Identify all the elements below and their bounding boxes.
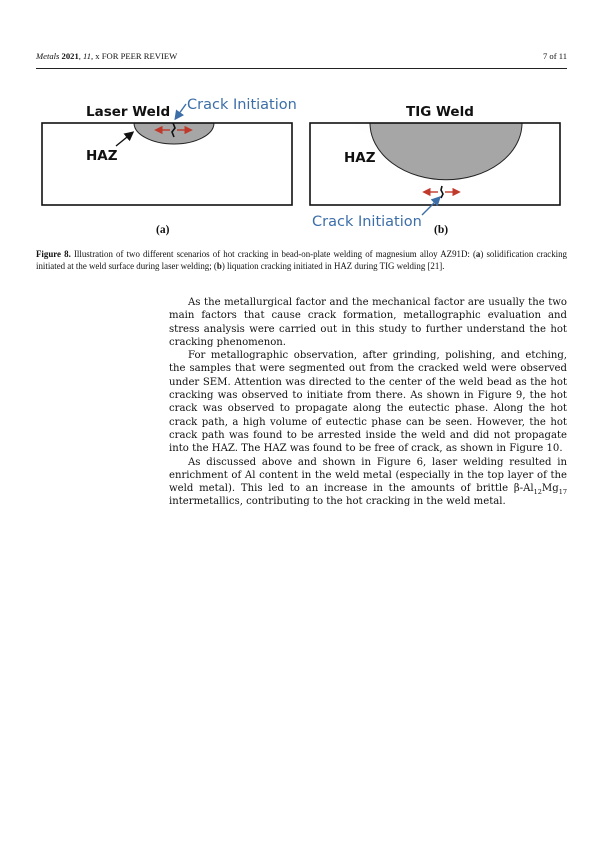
figure-caption <box>36 248 567 272</box>
paragraph-3-post: intermetallics, contributing to the hot cracking in the weld metal. <box>169 496 506 508</box>
journal-volume: 11 <box>83 51 91 61</box>
header-rule <box>36 68 567 69</box>
journal-year: 2021 <box>61 51 79 61</box>
caption-ref-b: b <box>216 261 222 271</box>
caption-ref-a: a <box>475 249 481 259</box>
paragraph-3-pre: As discussed above and shown in Figure 6, laser welding resulted in enrichment of Al content in the weld metal (especially in the top layer of the weld metal). This led to an increase in the amounts of brittle β-Al <box>169 456 567 495</box>
subscript-17: 17 <box>558 488 567 497</box>
body-text <box>169 296 567 509</box>
panel-a-crack-pointer <box>176 104 186 118</box>
panel-b-crack-label: Crack Initiation <box>312 214 422 230</box>
caption-label: Figure 8. <box>36 249 71 259</box>
panel-a-sublabel: (a) <box>156 224 170 236</box>
paragraph-3 <box>169 456 567 509</box>
subscript-12: 12 <box>533 488 542 497</box>
panel-b-haz-label: HAZ <box>344 150 376 166</box>
panel-a-diagram <box>42 95 297 236</box>
paragraph-2: For metallographic observation, after grinding, polishing, and etching, the samples that were segmented out from the cracked weld were observed under SEM. Attention was directed to the center of the weld bead as the hot cracking was observed to initiate from there. As shown in Figure 9, the hot crack was observed to propagate along the eutectic phase. Along the hot crack path, a high volume of eutectic phase can be seen. However, the hot crack path was found to be arrested inside the weld and did not propagate into the HAZ. The HAZ was found to be free of crack, as shown in Figure 10. <box>169 350 567 455</box>
panel-a-haz-label: HAZ <box>86 148 118 164</box>
journal-name: Metals <box>36 51 60 61</box>
caption-text-2: ) solidification cracking initiated at the weld surface during laser welding; ( <box>36 249 567 271</box>
running-header <box>36 51 567 67</box>
journal-citation: Metals 2021, 11, x FOR PEER REVIEW <box>36 51 178 61</box>
caption-text-3: ) liquation cracking initiated in HAZ during TIG welding [21]. <box>221 261 445 271</box>
panel-a-haz-pointer <box>116 133 132 146</box>
figure-8 <box>36 90 567 240</box>
paragraph-3-mg: Mg <box>541 483 559 495</box>
figure-8-illustration <box>36 90 567 240</box>
panel-a-crack-label: Crack Initiation <box>187 97 297 113</box>
caption-text-1: Illustration of two different scenarios of hot cracking in bead-on-plate welding of magnesium alloy AZ91D: ( <box>70 249 476 259</box>
header-suffix: , x FOR PEER REVIEW <box>91 51 178 61</box>
panel-a-weld-title: Laser Weld <box>86 104 171 120</box>
panel-b-diagram <box>310 90 560 236</box>
paragraph-1: As the metallurgical factor and the mechanical factor are usually the two main factors that cause crack formation, metallographic evaluation and stress analysis were carried out in this study to further understand the hot cracking phenomenon. <box>169 297 567 348</box>
panel-b-sublabel: (b) <box>434 224 449 236</box>
page-number: 7 of 11 <box>542 51 567 61</box>
panel-b-weld-title: TIG Weld <box>406 104 474 120</box>
